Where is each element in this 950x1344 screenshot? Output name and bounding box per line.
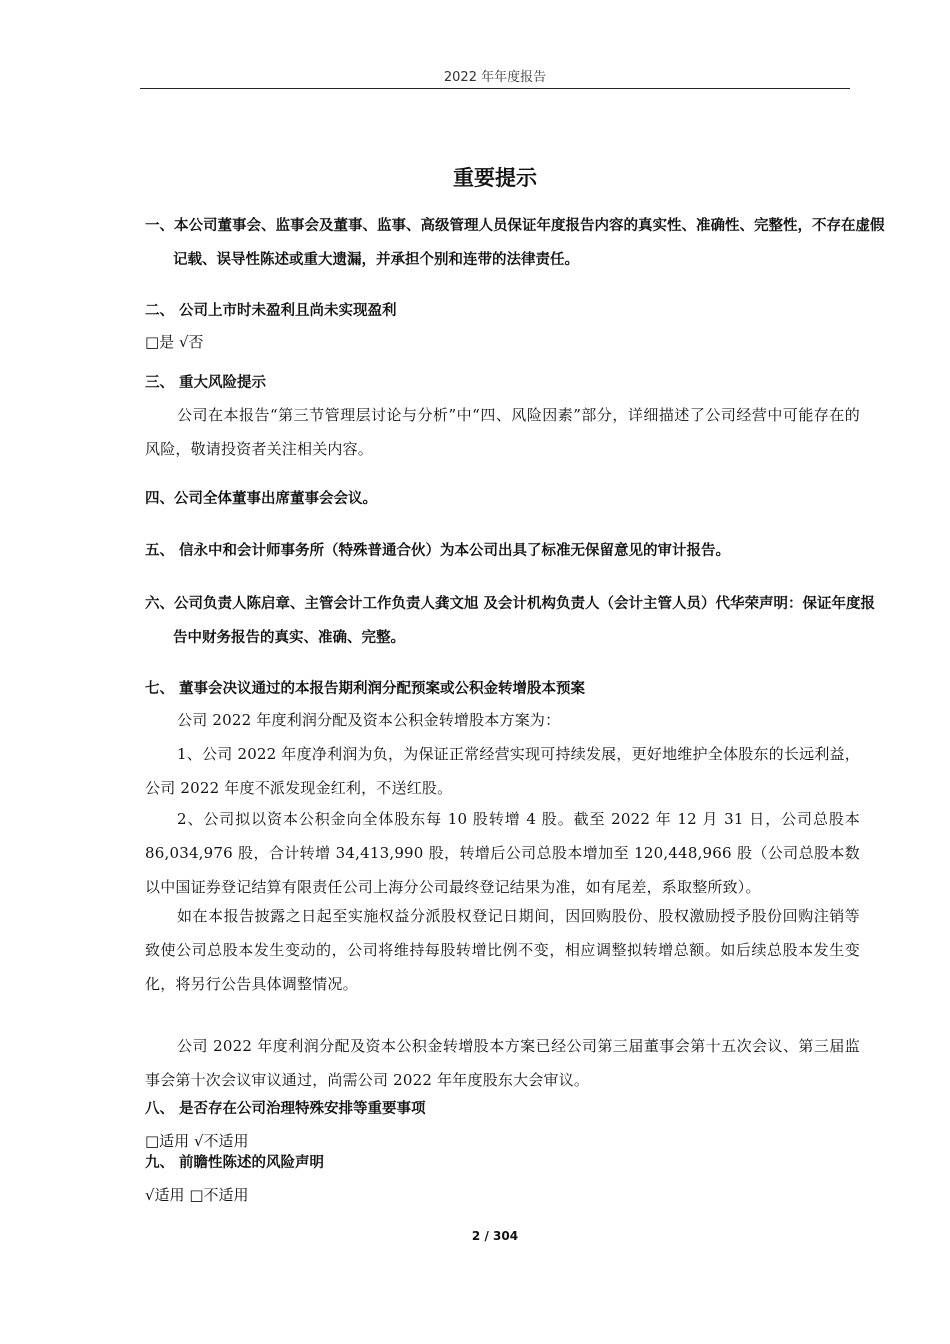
- section-7-p3: 2、公司拟以资本公积金向全体股东每 10 股转增 4 股。截至 2022 年 12 月 31 日，公司总股本 86,034,976 股，合计转增 34,413,990 股，转增后公司总股本增加至 120,448,966 股（公司总股本数以中国证券登记结算有限责任公司上海分公司最终登记结果为准，如有尾差，系取整所致）。: [145, 810, 860, 896]
- section-9-heading: 九、 前瞻性陈述的风险声明: [145, 1155, 325, 1171]
- section-9-choice: √适用 □不适用: [145, 1186, 249, 1204]
- section-3-heading: 三、 重大风险提示: [145, 375, 267, 391]
- section-8-heading: 八、 是否存在公司治理特殊安排等重要事项: [145, 1101, 426, 1117]
- section-7-heading: 七、 董事会决议通过的本报告期利润分配预案或公积金转增股本预案: [145, 681, 586, 697]
- section-7-p1: 公司 2022 年度利润分配及资本公积金转增股本方案为：: [177, 711, 561, 729]
- section-7-p2: 1、公司 2022 年度净利润为负，为保证正常经营实现可持续发展，更好地维护全体股东的长远利益，公司 2022 年度不派发现金红利，不送红股。: [145, 745, 860, 797]
- section-2-heading: 二、 公司上市时未盈利且尚未实现盈利: [145, 303, 397, 319]
- page-header: 2022 年年度报告: [443, 70, 547, 85]
- section-1: 一、本公司董事会、监事会及董事、监事、高级管理人员保证年度报告内容的真实性、准确性、完整性，不存在虚假记载、误导性陈述或重大遗漏，并承担个别和连带的法律责任。: [145, 218, 885, 268]
- section-2-choice: □是 √否: [145, 333, 204, 351]
- section-5: 五、 信永中和会计师事务所（特殊普通合伙）为本公司出具了标准无保留意见的审计报告。: [145, 543, 731, 559]
- section-6: 六、公司负责人陈启章、主管会计工作负责人龚文旭 及会计机构负责人（会计主管人员）代华荣声明：保证年度报告中财务报告的真实、准确、完整。: [145, 596, 876, 646]
- page-number: 2 / 304: [471, 1229, 519, 1243]
- section-3-body: 公司在本报告“第三节管理层讨论与分析”中“四、风险因素”部分，详细描述了公司经营中可能存在的风险，敬请投资者关注相关内容。: [145, 406, 860, 458]
- page-title: 重要提示: [453, 166, 537, 190]
- header-divider: [140, 88, 850, 89]
- section-4: 四、公司全体董事出席董事会会议。: [145, 491, 377, 507]
- section-7-p4: 如在本报告披露之日起至实施权益分派股权登记日期间，因回购股份、股权激励授予股份回购注销等致使公司总股本发生变动的，公司将维持每股转增比例不变，相应调整拟转增总额。如后续总股本发生变化，将另行公告具体调整情况。: [145, 907, 860, 993]
- section-7-p5: 公司 2022 年度利润分配及资本公积金转增股本方案已经公司第三届董事会第十五次会议、第三届监事会第十次会议审议通过，尚需公司 2022 年年度股东大会审议。: [145, 1037, 860, 1089]
- section-8-choice: □适用 √不适用: [145, 1132, 249, 1150]
